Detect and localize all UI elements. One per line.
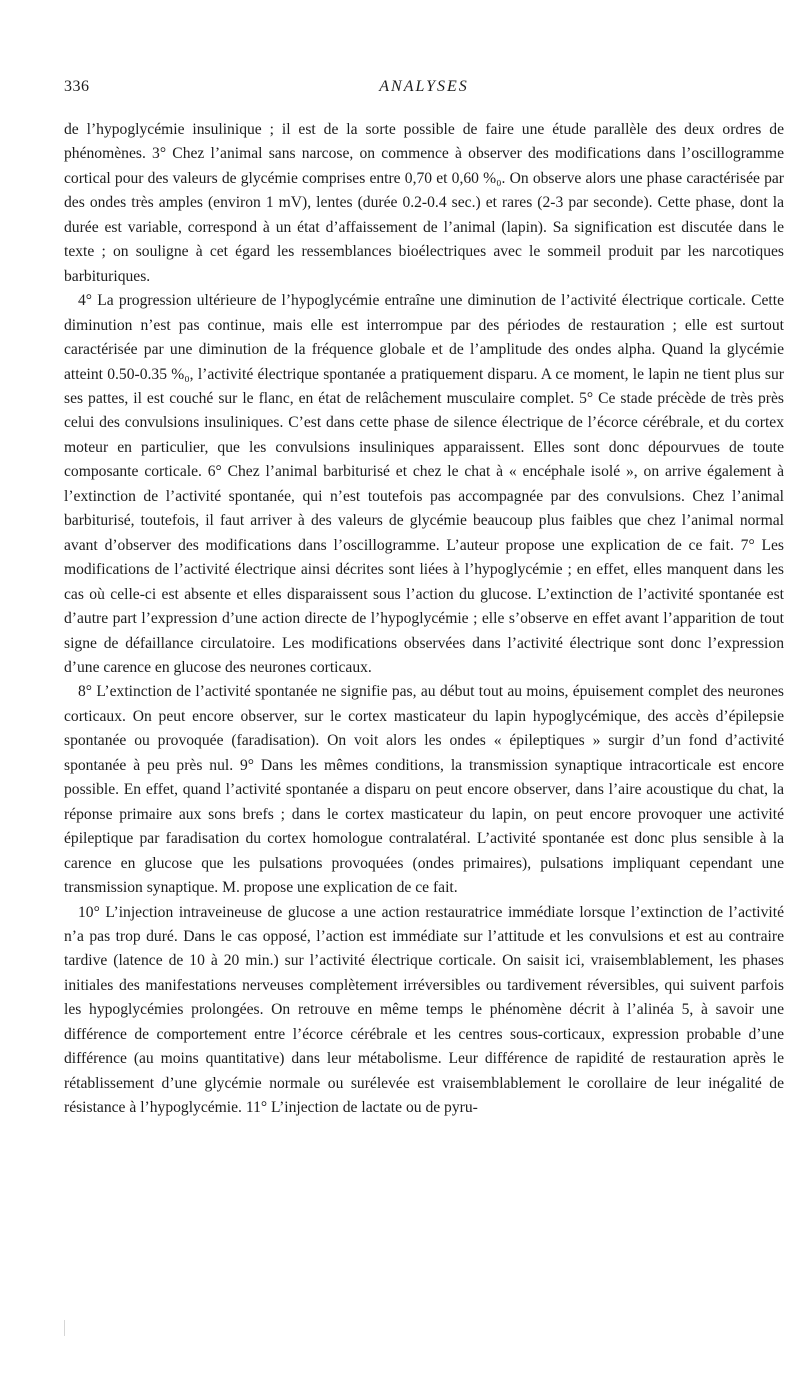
body-text <box>64 118 784 1121</box>
page-header <box>64 78 784 104</box>
page-number: 336 <box>64 78 90 95</box>
margin-mark <box>64 1320 65 1336</box>
paragraph-4: 4° La progression ultérieure de l’hypoglycémie entraîne une diminution de l’activité électrique corticale. Cette diminution n’est pas continue, mais elle est interrompue par des périodes de restauration ; elle est surtout caractérisée par une diminution de la fréquence globale et de l’amplitude des ondes alpha. Quand la glycémie atteint 0.50-0.35 %₀, l’activité électrique spontanée a pratiquement disparu. A ce moment, le lapin ne tient plus sur ses pattes, il est couché sur le flanc, en état de relâchement musculaire complet. 5° Ce stade précède de très près celui des convulsions insuliniques. C’est dans cette phase de silence électrique de l’écorce cérébrale, et du cortex moteur en particulier, que les convulsions insuliniques apparaissent. Elles sont donc dépourvues de toute composante corticale. 6° Chez l’animal barbiturisé et chez le chat à « encéphale isolé », on arrive également à l’extinction de l’activité spontanée, qui n’est toutefois pas accompagnée par des convulsions. Chez l’animal barbiturisé, toutefois, il faut arriver à des valeurs de glycémie beaucoup plus faibles que chez l’animal normal avant d’observer des modifications dans l’oscillogramme. L’auteur propose une explication de ce fait. 7° Les modifications de l’activité électrique ainsi décrites sont liées à l’hypoglycémie ; en effet, elles manquent dans les cas où celle-ci est absente et elles disparaissent sous l’action du glucose. L’extinction de l’activité spontanée est d’autre part l’expression d’une action directe de l’hypoglycémie ; elle s’observe en effet avant l’apparition de tout signe de défaillance circulatoire. Les modifications observées dans l’activité électrique sont donc l’expression d’une carence en glucose des neurones corticaux. <box>64 292 784 676</box>
paragraph-8: 8° L’extinction de l’activité spontanée ne signifie pas, au début tout au moins, épuisement complet des neurones corticaux. On peut encore observer, sur le cortex masticateur du lapin hypoglycémique, des accès d’épilepsie spontanée ou provoquée (faradisation). On voit alors les ondes « épileptiques » surgir d’un fond d’activité spontanée à peu près nul. 9° Dans les mêmes conditions, la transmission synaptique intracorticale est encore possible. En effet, quand l’activité spontanée a disparu on peut encore observer, dans l’aire acoustique du chat, la réponse primaire aux sons brefs ; dans le cortex masticateur du lapin, on peut encore provoquer une activité épileptique par faradisation du cortex homologue contralatéral. L’activité spontanée est donc plus sensible à la carence en glucose que les pulsations provoquées (ondes primaires), pulsations impliquant cependant une transmission synaptique. M. propose une explication de ce fait. <box>64 683 784 897</box>
paragraph-10: 10° L’injection intraveineuse de glucose a une action restauratrice immédiate lorsque l’extinction de l’activité n’a pas trop duré. Dans le cas opposé, l’action est immédiate sur l’attitude et les convulsions et est au contraire tardive (latence de 10 à 20 min.) sur l’activité électrique corticale. On saisit ici, vraisemblablement, les phases initiales des manifestations nerveuses complètement irréversibles ou tardivement réversibles, qui suivent parfois les hypoglycémies prolongées. On retrouve en même temps le phénomène décrit à l’alinéa 5, à savoir une différence de comportement entre l’écorce cérébrale et les centres sous-corticaux, expression probable d’une différence (au moins quantitative) dans leur métabolisme. Leur différence de rapidité de restauration après le rétablissement d’une glycémie normale ou surélevée est vraisemblablement le corollaire de leur inégalité de résistance à l’hypoglycémie. 11° L’injection de lactate ou de pyru- <box>64 903 784 1117</box>
running-title: ANALYSES <box>379 78 469 95</box>
paragraph-continuation: de l’hypoglycémie insulinique ; il est de la sorte possible de faire une étude parallèle des deux ordres de phénomènes. 3° Chez l’animal sans narcose, on commence à observer des modifications dans l’oscillogramme cortical pour des valeurs de glycémie comprises entre 0,70 et 0,60 %₀. On observe alors une phase caractérisée par des ondes très amples (environ 1 mV), lentes (durée 0.2-0.4 sec.) et rares (2-3 par seconde). Cette phase, dont la durée est variable, correspond à un état d’affaissement de l’animal (lapin). Sa signification est discutée dans le texte ; on souligne à cet égard les ressemblances bioélectriques avec le sommeil produit par les narcotiques barbituriques. <box>64 121 784 285</box>
